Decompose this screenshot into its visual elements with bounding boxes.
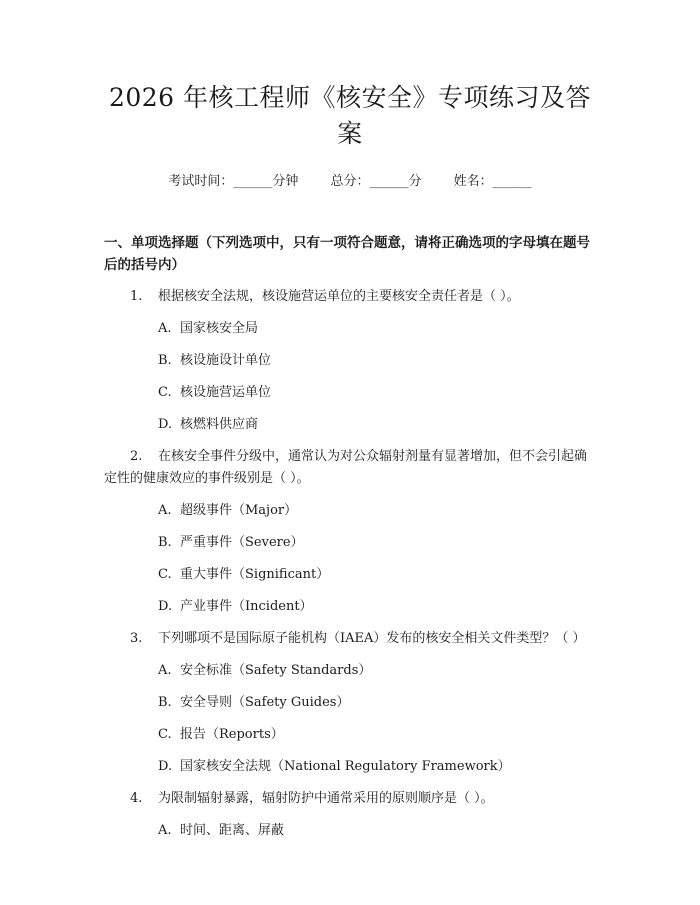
question-stem <box>104 628 596 650</box>
option-letter: D. <box>158 417 173 432</box>
option-list <box>104 500 596 618</box>
question-stem <box>104 446 596 490</box>
question-stem <box>104 286 596 308</box>
option-letter: A. <box>158 823 172 838</box>
option-list <box>104 660 596 778</box>
question-number: 1. <box>130 289 143 304</box>
option-letter: C. <box>158 385 172 400</box>
option-text: 产业事件（Incident） <box>180 599 313 614</box>
answer-option <box>104 414 596 436</box>
answer-option <box>104 724 596 746</box>
question-number: 4. <box>130 791 143 806</box>
option-letter: D. <box>158 599 173 614</box>
option-text: 报告（Reports） <box>180 727 284 742</box>
question-item <box>104 788 596 842</box>
answer-option <box>104 596 596 618</box>
option-letter: B. <box>158 535 172 550</box>
student-name-field: 姓名：______ <box>453 174 532 189</box>
question-item <box>104 446 596 618</box>
question-item <box>104 286 596 436</box>
option-letter: A. <box>158 321 172 336</box>
option-letter: A. <box>158 503 172 518</box>
question-text: 为限制辐射暴露，辐射防护中通常采用的原则顺序是（ ）。 <box>158 791 494 806</box>
option-text: 超级事件（Major） <box>180 503 298 518</box>
option-text: 核燃料供应商 <box>180 417 259 432</box>
question-text: 下列哪项不是国际原子能机构（IAEA）发布的核安全相关文件类型？（ ） <box>158 631 586 646</box>
answer-option <box>104 820 596 842</box>
option-text: 安全标准（Safety Standards） <box>180 663 372 678</box>
option-letter: A. <box>158 663 172 678</box>
option-letter: C. <box>158 567 172 582</box>
question-item <box>104 628 596 778</box>
option-letter: D. <box>158 759 173 774</box>
option-text: 国家核安全局 <box>180 321 259 336</box>
option-list <box>104 318 596 436</box>
answer-option <box>104 756 596 778</box>
total-score-field: 总分：______分 <box>330 174 422 189</box>
answer-option <box>104 564 596 586</box>
option-text: 时间、距离、屏蔽 <box>180 823 285 838</box>
option-letter: B. <box>158 353 172 368</box>
exam-info <box>104 172 596 192</box>
page-title: 2026 年核工程师《核安全》专项练习及答案 <box>108 83 592 148</box>
question-stem <box>104 788 596 810</box>
option-text: 安全导则（Safety Guides） <box>180 695 350 710</box>
question-text: 在核安全事件分级中，通常认为对公众辐射剂量有显著增加，但不会引起确定性的健康效应的事件级别是（ ）。 <box>104 449 588 486</box>
exam-time-field: 考试时间：______分钟 <box>168 174 299 189</box>
option-letter: B. <box>158 695 172 710</box>
question-text: 根据核安全法规，核设施营运单位的主要核安全责任者是（ ）。 <box>158 289 520 304</box>
answer-option <box>104 500 596 522</box>
option-list <box>104 820 596 842</box>
answer-option <box>104 318 596 340</box>
option-letter: C. <box>158 727 172 742</box>
answer-option <box>104 532 596 554</box>
answer-option <box>104 660 596 682</box>
question-number: 3. <box>130 631 143 646</box>
option-text: 重大事件（Significant） <box>180 567 330 582</box>
answer-option <box>104 350 596 372</box>
answer-option <box>104 692 596 714</box>
question-list <box>104 286 596 842</box>
answer-option <box>104 382 596 404</box>
option-text: 严重事件（Severe） <box>180 535 304 550</box>
section-heading: 一、单项选择题（下列选项中，只有一项符合题意，请将正确选项的字母填在题号后的括号内） <box>104 235 590 273</box>
option-text: 国家核安全法规（National Regulatory Framework） <box>180 759 511 774</box>
option-text: 核设施营运单位 <box>180 385 272 400</box>
option-text: 核设施设计单位 <box>180 353 272 368</box>
question-number: 2. <box>130 449 143 464</box>
